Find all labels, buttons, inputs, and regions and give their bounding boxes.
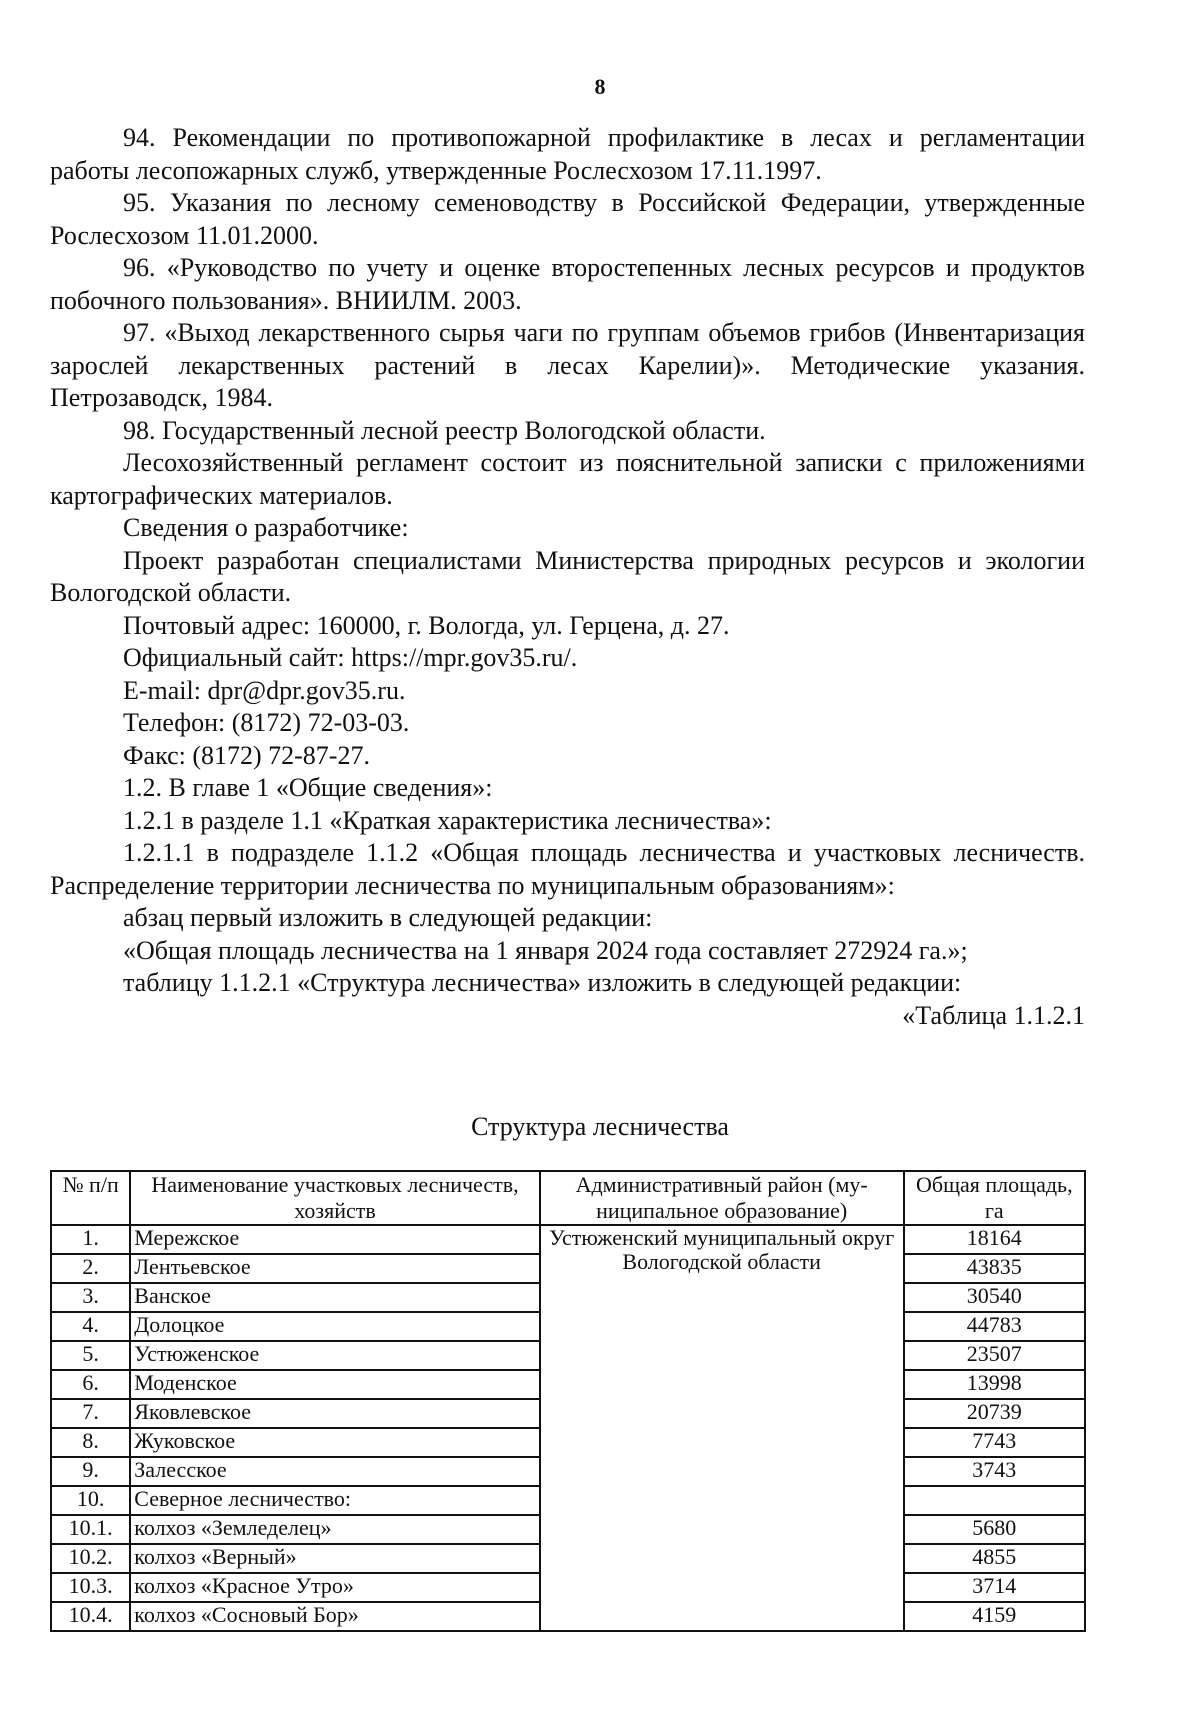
paragraph-total-area: «Общая площадь лесничества на 1 января 2024 года составляет 272924 га.»; — [123, 935, 968, 965]
row-name: Ванское — [130, 1283, 539, 1312]
phone: Телефон: (8172) 72-03-03. — [123, 708, 410, 737]
table-caption: «Таблица 1.1.2.1 — [902, 1000, 1085, 1030]
header-name: Наименование участковых лесничеств, хозяйств — [130, 1171, 539, 1225]
paragraph-1-2-1-1: 1.2.1.1 в подразделе 1.1.2 «Общая площадь лесничества и участковых лесничеств. Распределение территории лесничества по муниципальным образованиям»: — [50, 838, 1085, 900]
row-name: колхоз «Земледелец» — [130, 1515, 539, 1544]
row-num: 6. — [51, 1370, 130, 1399]
row-area: 4159 — [904, 1602, 1085, 1631]
row-area: 30540 — [904, 1283, 1085, 1312]
row-num: 3. — [51, 1283, 130, 1312]
header-area: Общая площадь, га — [904, 1171, 1085, 1225]
paragraph-96: 96. «Руководство по учету и оценке второстепенных лесных ресурсов и продуктов побочного пользования». ВНИИЛМ. 2003. — [50, 253, 1085, 315]
row-name: Лентьевское — [130, 1254, 539, 1283]
paragraph-1-2: 1.2. В главе 1 «Общие сведения»: — [123, 773, 493, 802]
row-name: колхоз «Красное Утро» — [130, 1573, 539, 1602]
paragraph-regulation-composition: Лесохозяйственный регламент состоит из пояснительной записки с приложениями картографических материалов. — [50, 448, 1085, 510]
row-num: 5. — [51, 1341, 130, 1370]
paragraph-developer-heading: Сведения о разработчике: — [123, 513, 409, 542]
row-area: 13998 — [904, 1370, 1085, 1399]
fax: Факс: (8172) 72-87-27. — [123, 740, 370, 770]
paragraph-developer: Проект разработан специалистами Министерства природных ресурсов и экологии Вологодской области. — [50, 545, 1085, 607]
table-header-row — [51, 1171, 1085, 1225]
row-num: 4. — [51, 1312, 130, 1341]
body-text — [50, 122, 1085, 1032]
row-name: колхоз «Сосновый Бор» — [130, 1602, 539, 1631]
header-admin: Административный район (му-ниципальное образование) — [540, 1171, 904, 1225]
structure-table — [50, 1170, 1086, 1632]
paragraph-table-edit: таблицу 1.1.2.1 «Структура лесничества» изложить в следующей редакции: — [123, 968, 962, 997]
paragraph-98: 98. Государственный лесной реестр Вологодской области. — [123, 415, 766, 445]
row-area: 7743 — [904, 1428, 1085, 1457]
row-area: 3714 — [904, 1573, 1085, 1602]
row-area: 4855 — [904, 1544, 1085, 1573]
row-name: Устюженское — [130, 1341, 539, 1370]
official-site: Официальный сайт: https://mpr.gov35.ru/. — [123, 643, 578, 672]
row-num: 9. — [51, 1457, 130, 1486]
table-row — [51, 1225, 1085, 1254]
row-name: Мережское — [130, 1225, 539, 1254]
row-num: 1. — [51, 1225, 130, 1254]
paragraph-95: 95. Указания по лесному семеноводству в Российской Федерации, утвержденные Рослесхозом 11.01.2000. — [50, 188, 1085, 250]
row-num: 8. — [51, 1428, 130, 1457]
row-num: 2. — [51, 1254, 130, 1283]
row-area: 20739 — [904, 1399, 1085, 1428]
row-area: 18164 — [904, 1225, 1085, 1254]
row-area: 43835 — [904, 1254, 1085, 1283]
header-num: № п/п — [51, 1171, 130, 1225]
row-num: 10.1. — [51, 1515, 130, 1544]
postal-address: Почтовый адрес: 160000, г. Вологда, ул. Герцена, д. 27. — [123, 610, 730, 640]
row-name: Жуковское — [130, 1428, 539, 1457]
row-area: 23507 — [904, 1341, 1085, 1370]
row-name: Северное лесничество: — [130, 1486, 539, 1515]
admin-district: Устюженский муниципальный округ Вологодской области — [540, 1225, 904, 1631]
paragraph-97: 97. «Выход лекарственного сырья чаги по группам объемов грибов (Инвентаризация зарослей лекарственных растений в лесах Карелии)». Методические указания. Петрозаводск, 1984. — [50, 318, 1085, 412]
paragraph-first-edit: абзац первый изложить в следующей редакции: — [123, 903, 653, 932]
page-number: 8 — [594, 74, 606, 99]
row-name: Яковлевское — [130, 1399, 539, 1428]
row-area: 3743 — [904, 1457, 1085, 1486]
row-name: Долоцкое — [130, 1312, 539, 1341]
row-name: колхоз «Верный» — [130, 1544, 539, 1573]
row-area: 5680 — [904, 1515, 1085, 1544]
row-num: 10.3. — [51, 1573, 130, 1602]
email: E-mail: dpr@dpr.gov35.ru. — [123, 675, 406, 705]
row-num: 7. — [51, 1399, 130, 1428]
table-title: Структура лесничества — [471, 1112, 729, 1141]
table-body — [51, 1225, 1085, 1631]
row-num: 10.4. — [51, 1602, 130, 1631]
row-area: 44783 — [904, 1312, 1085, 1341]
row-area — [904, 1486, 1085, 1515]
row-name: Залесское — [130, 1457, 539, 1486]
row-num: 10.2. — [51, 1544, 130, 1573]
paragraph-1-2-1: 1.2.1 в разделе 1.1 «Краткая характеристика лесничества»: — [123, 805, 772, 835]
paragraph-94: 94. Рекомендации по противопожарной профилактике в лесах и регламентации работы лесопожарных служб, утвержденные Рослесхозом 17.11.1997. — [50, 123, 1085, 185]
row-name: Моденское — [130, 1370, 539, 1399]
row-num: 10. — [51, 1486, 130, 1515]
